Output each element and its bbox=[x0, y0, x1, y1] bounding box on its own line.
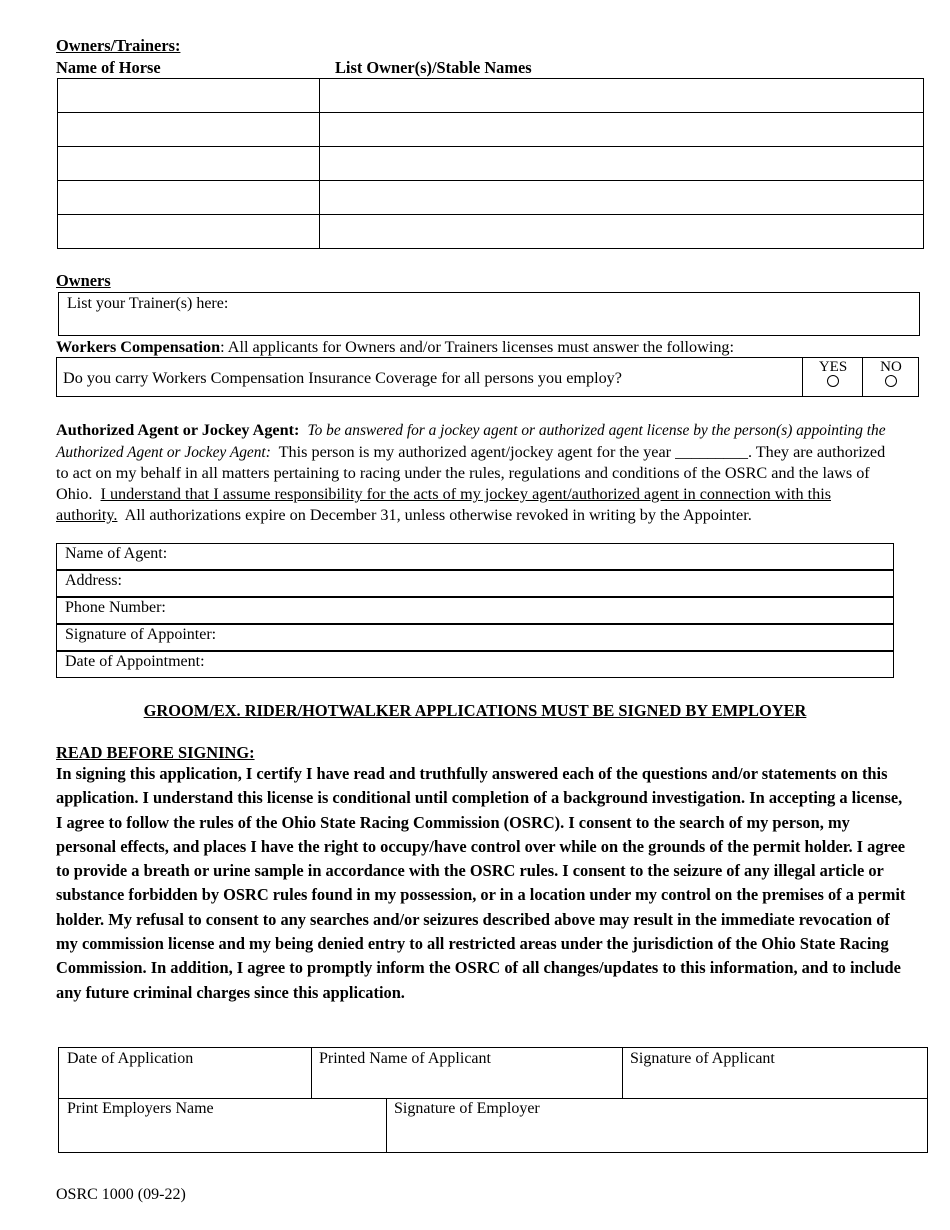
horse-name-cell[interactable] bbox=[58, 79, 320, 113]
owner-names-cell[interactable] bbox=[320, 215, 924, 249]
horse-name-cell[interactable] bbox=[58, 181, 320, 215]
agent-field-label: Date of Appointment: bbox=[65, 653, 205, 670]
owner-names-cell[interactable] bbox=[320, 181, 924, 215]
appointment-date-field[interactable] bbox=[56, 651, 894, 678]
trainer-label: List your Trainer(s) here: bbox=[67, 295, 229, 312]
read-before-heading: READ BEFORE SIGNING: bbox=[56, 743, 255, 762]
no-label: NO bbox=[880, 359, 902, 375]
no-radio-icon[interactable] bbox=[885, 375, 897, 387]
agent-address-field[interactable] bbox=[56, 570, 894, 597]
owner-names-cell[interactable] bbox=[320, 79, 924, 113]
agent-phone-field[interactable] bbox=[56, 597, 894, 624]
appointer-signature-field[interactable] bbox=[56, 624, 894, 651]
agent-paragraph bbox=[56, 420, 896, 526]
workers-comp-intro-text: : All applicants for Owners and/or Trainers licenses must answer the following: bbox=[220, 338, 735, 356]
workers-comp-question-box bbox=[56, 357, 919, 397]
no-option[interactable] bbox=[871, 360, 911, 391]
owners-trainers-heading: Owners/Trainers: bbox=[56, 36, 181, 55]
horse-owner-table bbox=[57, 78, 924, 249]
col-header-horse: Name of Horse bbox=[56, 58, 161, 77]
agent-field-label: Phone Number: bbox=[65, 599, 166, 616]
yes-label: YES bbox=[818, 359, 848, 375]
employer-name-label: Print Employers Name bbox=[67, 1100, 214, 1117]
workers-comp-intro bbox=[56, 338, 734, 357]
printed-name-field[interactable] bbox=[312, 1048, 622, 1098]
yes-option[interactable] bbox=[813, 360, 853, 391]
agent-heading: Authorized Agent or Jockey Agent: bbox=[56, 421, 300, 439]
yes-radio-icon[interactable] bbox=[827, 375, 839, 387]
applicant-signature-label: Signature of Applicant bbox=[630, 1050, 775, 1067]
agent-text-2: All authorizations expire on December 31, unless otherwise revoked in writing by the Appointer. bbox=[124, 505, 752, 524]
agent-field-label: Name of Agent: bbox=[65, 545, 168, 562]
col-header-owners: List Owner(s)/Stable Names bbox=[335, 58, 532, 77]
workers-comp-question: Do you carry Workers Compensation Insurance Coverage for all persons you employ? bbox=[63, 369, 622, 387]
application-date-field[interactable] bbox=[59, 1048, 311, 1098]
agent-responsibility-text: I understand that I assume responsibility for the acts of my jockey agent/authorized agent in connection with this authority. bbox=[56, 485, 832, 524]
application-date-label: Date of Application bbox=[67, 1050, 194, 1067]
divider bbox=[862, 358, 863, 396]
agent-field-label: Address: bbox=[65, 572, 122, 589]
owners-heading: Owners bbox=[56, 271, 111, 290]
agent-name-field[interactable] bbox=[56, 543, 894, 570]
owner-names-cell[interactable] bbox=[320, 147, 924, 181]
horse-name-cell[interactable] bbox=[58, 215, 320, 249]
form-number: OSRC 1000 (09-22) bbox=[56, 1186, 186, 1203]
agent-field-label: Signature of Appointer: bbox=[65, 626, 217, 643]
employer-name-field[interactable] bbox=[59, 1099, 386, 1152]
certification-text: In signing this application, I certify I have read and truthfully answered each of the questions and/or statements on this application. I understand this license is conditional until completion of a background investigation. In accepting a license, I agree to follow the rules of the Ohio State Racing Commission (OSRC). I consent to the search of my person, my personal effects, and places I have the right to occupy/have control over while on the grounds of the permit holder. I agree to provide a breath or urine sample in accordance with the OSRC rules. I consent to the seizure of any illegal article or substance forbidden by OSRC rules found in my possession, or in a location under my control on the premises of a permit holder. My refusal to consent to any searches and/or seizures described above may result in the immediate revocation of my commission license and my being denied entry to all restricted areas under the jurisdiction of the Ohio State Racing Commission. In addition, I agree to promptly inform the OSRC of all changes/updates to this information, and to include any future criminal charges since this application. bbox=[56, 764, 906, 1002]
signature-block bbox=[58, 1047, 928, 1153]
trainer-field[interactable] bbox=[58, 292, 920, 336]
employer-signature-label: Signature of Employer bbox=[394, 1100, 540, 1117]
owner-names-cell[interactable] bbox=[320, 113, 924, 147]
horse-name-cell[interactable] bbox=[58, 113, 320, 147]
agent-text-1: This person is my authorized agent/jockey agent for the year _________. They are authorized to act on my behalf in all matters pertaining to racing under the rules, regulations and conditions of the OSRC and the laws of Ohio. bbox=[56, 442, 886, 504]
divider bbox=[802, 358, 803, 396]
groom-notice: GROOM/EX. RIDER/HOTWALKER APPLICATIONS MUST BE SIGNED BY EMPLOYER bbox=[143, 701, 807, 720]
employer-signature-field[interactable] bbox=[387, 1099, 927, 1152]
horse-name-cell[interactable] bbox=[58, 147, 320, 181]
applicant-signature-field[interactable] bbox=[623, 1048, 927, 1098]
workers-comp-heading: Workers Compensation bbox=[56, 338, 221, 356]
agent-italic-note: To be answered for a jockey agent or authorized agent license by the person(s) appointing the Authorized Agent or Jockey Agent: bbox=[56, 422, 886, 461]
printed-name-label: Printed Name of Applicant bbox=[319, 1050, 491, 1067]
